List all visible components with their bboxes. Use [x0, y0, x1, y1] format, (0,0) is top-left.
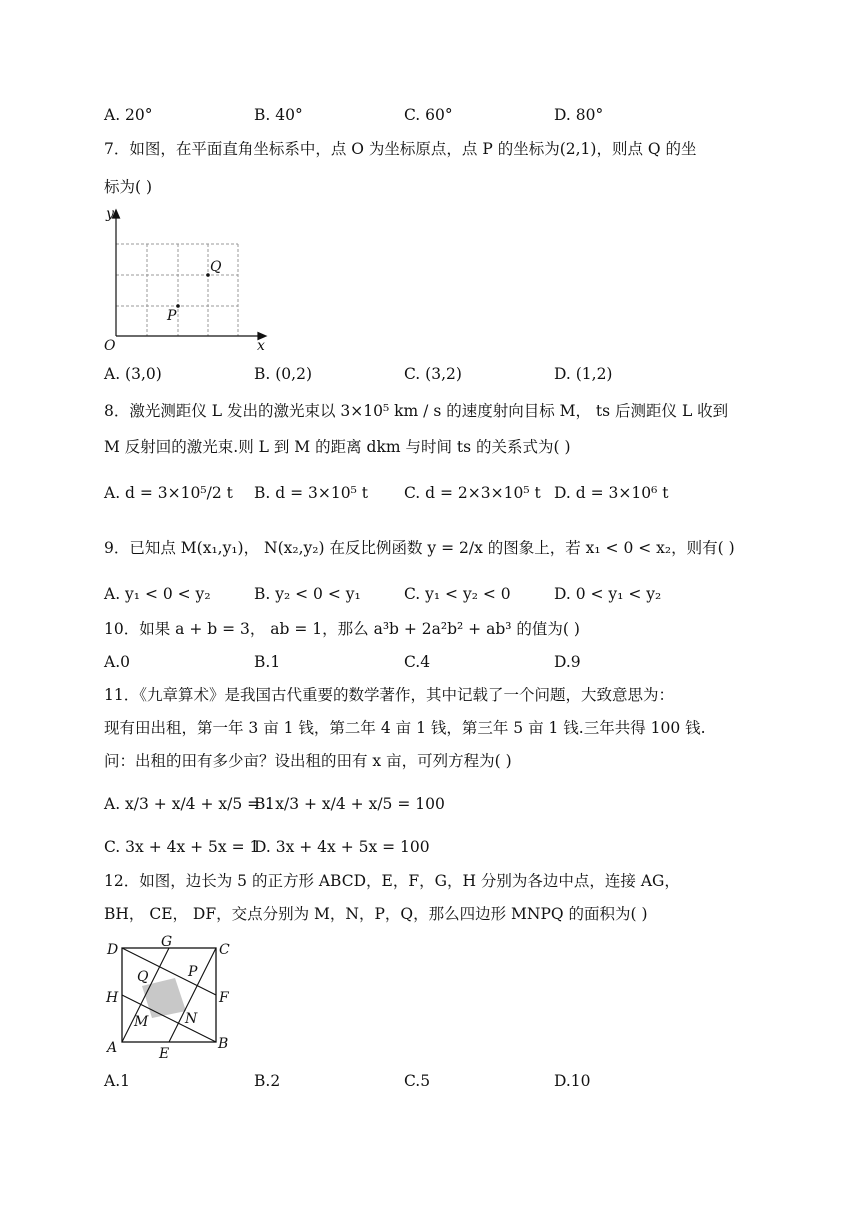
q12-midpoint-f-label: F	[219, 990, 229, 1006]
q12-option-d[interactable]: D.10	[554, 1072, 591, 1090]
q7-stem-line2: 标为( )	[104, 178, 153, 196]
q8-stem-line2: M 反射回的激光束.则 L 到 M 的距离 dkm 与时间 ts 的关系式为( )	[104, 438, 571, 456]
q6-option-d[interactable]: D. 80°	[554, 106, 604, 124]
q8-stem-line1: 8．激光测距仪 L 发出的激光束以 3×10⁵ km / s 的速度射向目标 M， ts 后测距仪 L 收到	[104, 402, 729, 420]
q11-stem-line3: 问：出租的田有多少亩？设出租的田有 x 亩，可列方程为( )	[104, 752, 512, 770]
q10-option-c[interactable]: C.4	[404, 653, 431, 671]
q6-option-a[interactable]: A. 20°	[104, 106, 153, 124]
q7-option-c[interactable]: C. (3,2)	[404, 365, 462, 383]
q12-midpoint-e-label: E	[159, 1046, 170, 1062]
q10-stem: 10．如果 a + b = 3， ab = 1，那么 a³b + 2a²b² + ab³ 的值为( )	[104, 620, 580, 638]
q7-option-b[interactable]: B. (0,2)	[254, 365, 312, 383]
q12-vertex-a-label: A	[107, 1040, 118, 1056]
q11-stem-line2: 现有田出租，第一年 3 亩 1 钱，第二年 4 亩 1 钱，第三年 5 亩 1 钱.三年共得 100 钱.	[104, 719, 706, 737]
q8-option-a[interactable]: A. d = 3×10⁵/2 t	[104, 484, 233, 502]
q8-option-c[interactable]: C. d = 2×3×10⁵ t	[404, 484, 541, 502]
q8-option-b[interactable]: B. d = 3×10⁵ t	[254, 484, 368, 502]
q12-vertex-d-label: D	[107, 942, 119, 958]
q11-option-c[interactable]: C. 3x + 4x + 5x = 1	[104, 838, 260, 856]
q12-square-figure	[104, 934, 234, 1062]
q11-stem-line1: 11．《九章算术》是我国古代重要的数学著作，其中记载了一个问题，大致意思为：	[104, 686, 674, 704]
q12-point-p-label: P	[188, 964, 198, 980]
q9-option-d[interactable]: D. 0 < y₁ < y₂	[554, 585, 662, 603]
q12-option-c[interactable]: C.5	[404, 1072, 431, 1090]
q11-option-d[interactable]: D. 3x + 4x + 5x = 100	[254, 838, 430, 856]
q9-option-c[interactable]: C. y₁ < y₂ < 0	[404, 585, 511, 603]
q11-option-b[interactable]: B. x/3 + x/4 + x/5 = 100	[254, 795, 445, 813]
q10-option-a[interactable]: A.0	[104, 653, 130, 671]
q8-option-d[interactable]: D. d = 3×10⁶ t	[554, 484, 669, 502]
q6-option-c[interactable]: C. 60°	[404, 106, 453, 124]
q12-point-q-label: Q	[137, 969, 149, 985]
q7-x-axis-label: x	[257, 338, 265, 354]
q12-stem-line1: 12．如图，边长为 5 的正方形 ABCD，E，F，G，H 分别为各边中点，连接 AG，	[104, 872, 680, 890]
q7-stem-line1: 7．如图，在平面直角坐标系中，点 O 为坐标原点，点 P 的坐标为(2,1)，则点 Q 的坐	[104, 140, 697, 158]
q7-origin-label: O	[104, 338, 116, 354]
q11-option-a[interactable]: A. x/3 + x/4 + x/5 = 1	[104, 795, 275, 813]
q12-option-a[interactable]: A.1	[104, 1072, 130, 1090]
q12-vertex-b-label: B	[218, 1036, 229, 1052]
q9-option-b[interactable]: B. y₂ < 0 < y₁	[254, 585, 361, 603]
q12-vertex-c-label: C	[219, 942, 230, 958]
q7-point-p-label: P	[167, 308, 177, 324]
q7-option-d[interactable]: D. (1,2)	[554, 365, 613, 383]
q12-midpoint-h-label: H	[106, 990, 119, 1006]
q7-y-axis-label: y	[106, 206, 114, 222]
q12-stem-line2: BH， CE， DF，交点分别为 M，N，P，Q，那么四边形 MNPQ 的面积为( )	[104, 905, 648, 923]
q7-option-a[interactable]: A. (3,0)	[104, 365, 162, 383]
q9-option-a[interactable]: A. y₁ < 0 < y₂	[104, 585, 211, 603]
q7-point-q-label: Q	[210, 259, 222, 275]
q10-option-d[interactable]: D.9	[554, 653, 581, 671]
q10-option-b[interactable]: B.1	[254, 653, 281, 671]
q12-point-n-label: N	[185, 1011, 198, 1027]
q12-option-b[interactable]: B.2	[254, 1072, 281, 1090]
q12-point-m-label: M	[134, 1014, 149, 1030]
q9-stem: 9．已知点 M(x₁,y₁)， N(x₂,y₂) 在反比例函数 y = 2/x 的图象上，若 x₁ < 0 < x₂，则有( )	[104, 539, 735, 557]
q6-option-b[interactable]: B. 40°	[254, 106, 303, 124]
q7-coordinate-figure	[100, 204, 275, 354]
q12-midpoint-g-label: G	[161, 934, 173, 950]
